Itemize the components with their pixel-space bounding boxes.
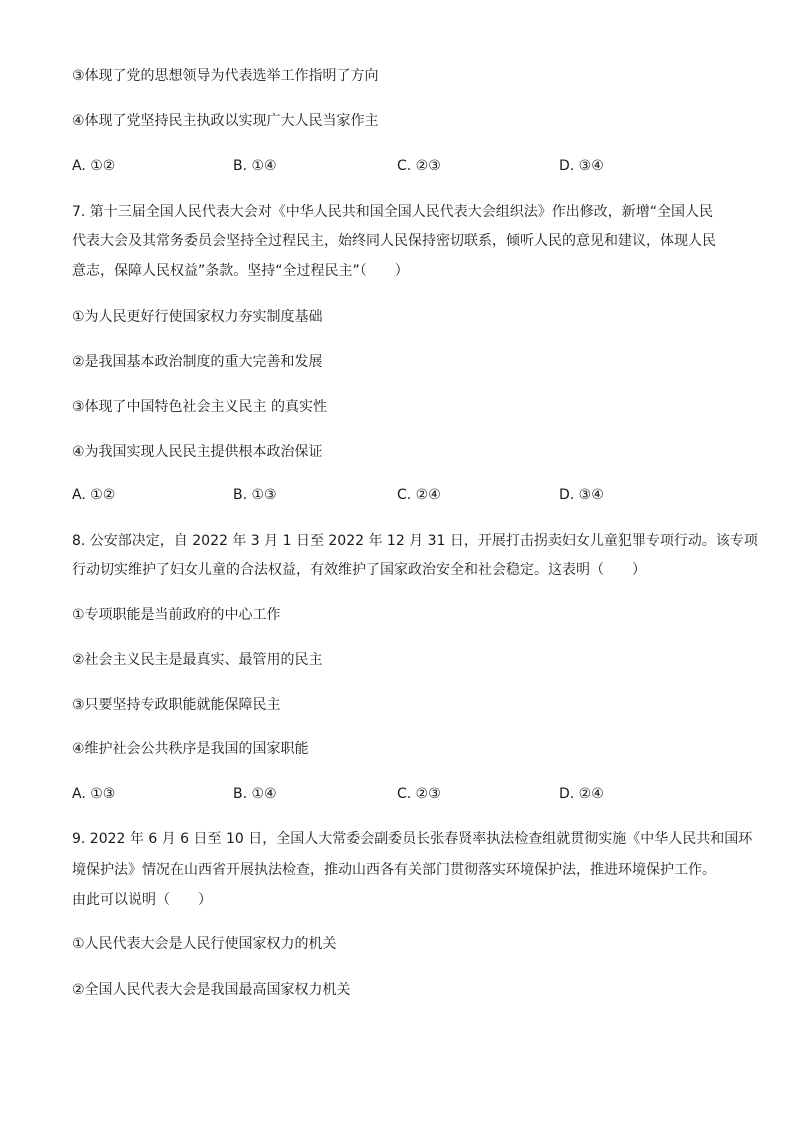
q6-option-a: A. ①②: [72, 158, 116, 174]
q6-option-c: C. ②③: [397, 158, 441, 174]
q7-stem-line-3: 意志，保障人民权益”条款。坚持“全过程民主”（ ）: [72, 263, 409, 279]
q6-options: [72, 157, 722, 175]
q6-item-4: ④体现了党坚持民主执政以实现广大人民当家作主: [72, 113, 379, 129]
q8-stem-line-1: 8. 公安部决定，自 2022 年 3 月 1 日至 2022 年 12 月 31 日，开展打击拐卖妇女儿童犯罪专项行动。该专项: [72, 533, 758, 549]
q9-stem-line-1: 9. 2022 年 6 月 6 日至 10 日，全国人大常委会副委员长张春贤率执法检查组就贯彻实施《中华人民共和国环: [72, 831, 753, 847]
q8-item-3: ③只要坚持专政职能就能保障民主: [72, 697, 281, 713]
q7-option-b: B. ①③: [233, 487, 277, 503]
q8-options: [72, 785, 722, 803]
q8-option-b: B. ①④: [233, 786, 277, 802]
q7-item-2: ②是我国基本政治制度的重大完善和发展: [72, 354, 323, 370]
q6-item-3: ③体现了党的思想领导为代表选举工作指明了方向: [72, 68, 379, 84]
q8-item-2: ②社会主义民主是最真实、最管用的民主: [72, 652, 323, 668]
q8-item-1: ①专项职能是当前政府的中心工作: [72, 607, 281, 623]
q7-option-c: C. ②④: [397, 487, 441, 503]
q8-option-c: C. ②③: [397, 786, 441, 802]
q8-option-a: A. ①③: [72, 786, 116, 802]
q7-stem-line-1: 7. 第十三届全国人民代表大会对《中华人民共和国全国人民代表大会组织法》作出修改，新增“全国人民: [72, 204, 714, 220]
q7-item-4: ④为我国实现人民民主提供根本政治保证: [72, 444, 323, 460]
q7-options: [72, 486, 722, 504]
q9-item-1: ①人民代表大会是人民行使国家权力的机关: [72, 936, 337, 952]
q7-option-d: D. ③④: [559, 487, 604, 503]
q6-option-d: D. ③④: [559, 158, 604, 174]
q8-item-4: ④维护社会公共秩序是我国的国家职能: [72, 741, 309, 757]
q6-option-b: B. ①④: [233, 158, 277, 174]
q9-stem-line-2: 境保护法》情况在山西省开展执法检查，推动山西各有关部门贯彻落实环境保护法，推进环境保护工作。: [72, 862, 716, 878]
q7-item-3: ③体现了中国特色社会主义民主 的真实性: [72, 399, 327, 415]
q9-stem-line-3: 由此可以说明（ ）: [72, 892, 212, 908]
q7-option-a: A. ①②: [72, 487, 116, 503]
q7-stem-line-2: 代表大会及其常务委员会坚持全过程民主，始终同人民保持密切联系，倾听人民的意见和建议，体现人民: [72, 233, 716, 249]
q9-item-2: ②全国人民代表大会是我国最高国家权力机关: [72, 982, 351, 998]
q7-item-1: ①为人民更好行使国家权力夯实制度基础: [72, 309, 323, 325]
q8-stem-line-2: 行动切实维护了妇女儿童的合法权益，有效维护了国家政治安全和社会稳定。这表明（ ）: [72, 562, 646, 578]
q8-option-d: D. ②④: [559, 786, 604, 802]
